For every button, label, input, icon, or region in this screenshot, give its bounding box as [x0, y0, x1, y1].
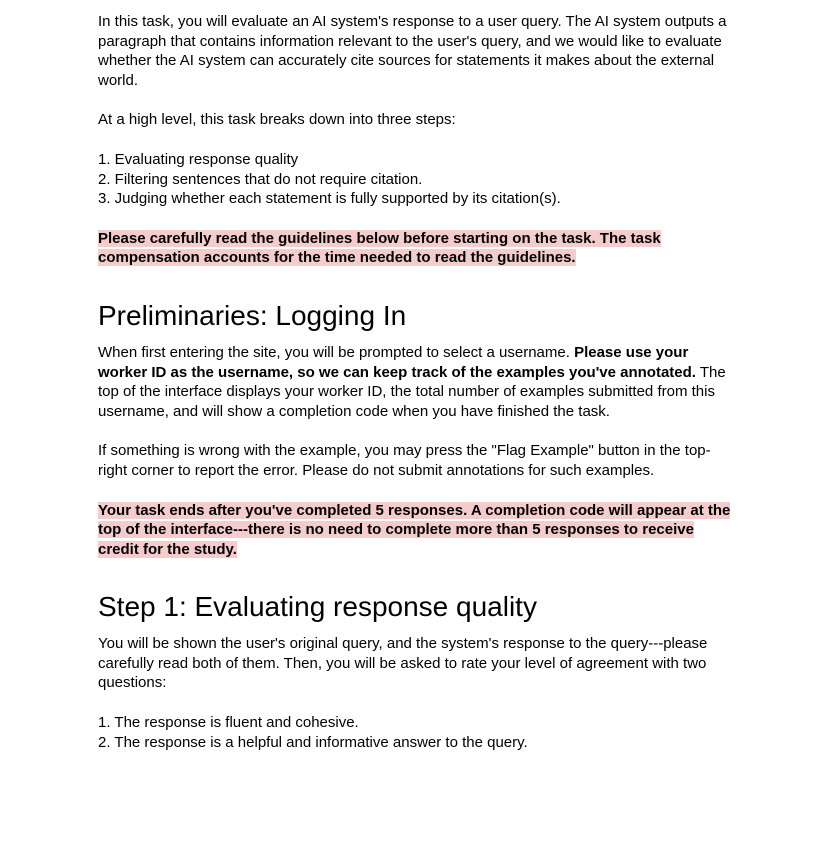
step1-questions-list: [98, 713, 738, 752]
high-level-summary: At a high level, this task breaks down into three steps:: [98, 111, 456, 129]
flag-example-paragraph: If something is wrong with the example, you may press the "Flag Example" button in the top-right corner to report the error. Please do not submit annotations for such examples.: [98, 442, 711, 479]
read-guidelines-highlight: Please carefully read the guidelines below before starting on the task. The task compensation accounts for the time needed to read the guidelines.: [98, 229, 661, 267]
step1-heading: Step 1: Evaluating response quality: [98, 591, 537, 623]
task-step-1: 1. Evaluating response quality: [98, 150, 299, 168]
login-text-start: When first entering the site, you will be prompted to select a username.: [98, 343, 575, 361]
task-step-3: 3. Judging whether each statement is fully supported by its citation(s).: [98, 190, 561, 208]
login-text-end: The top of the interface displays your worker ID, the total number of examples submitted from this username, and will show a completion code when you have finished the task.: [98, 363, 726, 420]
task-step-2: 2. Filtering sentences that do not require citation.: [98, 170, 423, 188]
preliminaries-heading: Preliminaries: Logging In: [98, 299, 407, 331]
step1-question-1: 1. The response is fluent and cohesive.: [98, 714, 359, 732]
step1-paragraph: You will be shown the user's original query, and the system's response to the query---please carefully read both of them. Then, you will be asked to rate your level of agreement with two questions:: [98, 635, 708, 692]
step1-question-2: 2. The response is a helpful and informative answer to the query.: [98, 733, 528, 751]
login-text-bold: Please use your worker ID as the username, so we can keep track of the examples you've annotated.: [98, 343, 696, 381]
intro-paragraph: In this task, you will evaluate an AI system's response to a user query. The AI system outputs a paragraph that contains information relevant to the user's query, and we would like to evaluate whether the AI system can accurately cite sources for statements it makes about the external world.: [98, 13, 727, 89]
task-end-highlight: Your task ends after you've completed 5 responses. A completion code will appear at the top of the interface---there is no need to complete more than 5 responses to receive credit for the study.: [98, 501, 731, 558]
login-paragraph: [98, 343, 738, 421]
task-steps-list: [98, 150, 738, 209]
task-end-notice: [98, 501, 738, 560]
read-guidelines-notice: [98, 229, 738, 268]
